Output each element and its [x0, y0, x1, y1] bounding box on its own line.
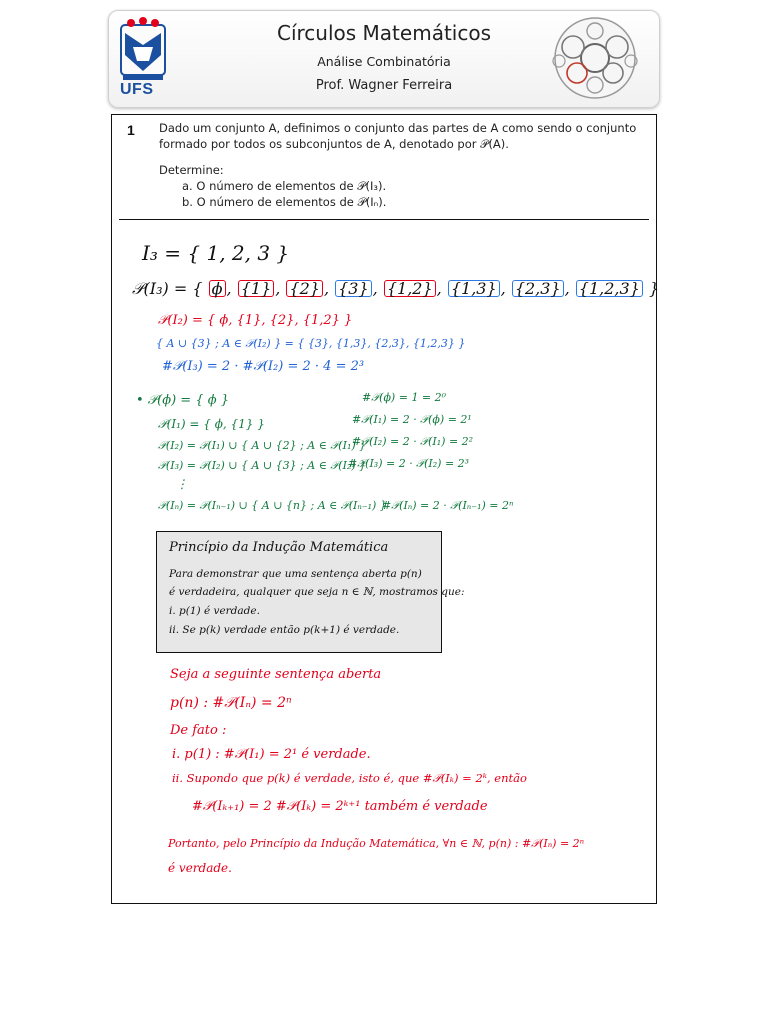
i3-definition: I₃ = { 1, 2, 3 } — [142, 241, 290, 265]
header-author: Prof. Wagner Ferreira — [315, 78, 453, 93]
green-right-2: #𝒫(I₁) = 2 · 𝒫(ϕ) = 2¹ — [352, 413, 472, 426]
subset-1-2: {1,2} — [384, 280, 436, 297]
header-subtitle: Análise Combinatória — [317, 54, 451, 69]
green-right-5: #𝒫(Iₙ) = 2 · 𝒫(Iₙ₋₁) = 2ⁿ — [382, 499, 514, 512]
green-line-5: 𝒫(Iₙ) = 𝒫(Iₙ₋₁) ∪ { A ∪ {n} ; A ∈ 𝒫(Iₙ₋₁) } — [158, 499, 387, 512]
proof-line-4: i. p(1) : #𝒫(I₁) = 2¹ é verdade. — [172, 747, 371, 762]
determine-label: Determine: — [159, 163, 224, 177]
green-line-3: 𝒫(I₂) = 𝒫(I₁) ∪ { A ∪ {2} ; A ∈ 𝒫(I₁) } — [158, 439, 367, 452]
subset-1-3: {1,3} — [448, 280, 500, 297]
power-set-i3-label: 𝒫(I₃) = { — [132, 279, 203, 298]
circles-decoration-icon — [537, 15, 653, 101]
proof-line-7: Portanto, pelo Princípio da Indução Matemática, ∀n ∈ ℕ, p(n) : #𝒫(Iₙ) = 2ⁿ — [168, 837, 585, 850]
proof-line-1: Seja a seguinte sentença aberta — [170, 667, 382, 682]
document-header — [108, 10, 660, 108]
power-set-i3: 𝒫(I₃) = { ϕ , {1} , {2} , {3} , {1,2} , {1,3} , {2,3} , {1,2,3} } — [132, 279, 660, 298]
proof-line-5: ii. Supondo que p(k) é verdade, isto é, que #𝒫(Iₖ) = 2ᵏ, então — [172, 771, 527, 785]
green-right-3: #𝒫(I₂) = 2 · 𝒫(I₁) = 2² — [352, 435, 474, 448]
ufs-logo-text: UFS — [120, 81, 154, 98]
induction-line-3: i. p(1) é verdade. — [169, 605, 260, 617]
power-set-i2: 𝒫(I₂) = { ϕ, {1}, {2}, {1,2} } — [158, 313, 353, 328]
proof-line-6: #𝒫(Iₖ₊₁) = 2 #𝒫(Iₖ) = 2ᵏ⁺¹ também é verdade — [192, 799, 488, 814]
header-title: Círculos Matemáticos — [277, 21, 491, 45]
induction-title: Princípio da Indução Matemática — [169, 540, 389, 555]
induction-line-2: é verdadeira, qualquer que seja n ∈ ℕ, mostramos que: — [169, 586, 465, 598]
power-set-i3-close: } — [648, 279, 660, 298]
induction-line-4: ii. Se p(k) verdade então p(k+1) é verdade. — [169, 624, 400, 636]
subset-1: {1} — [238, 280, 275, 297]
green-dots: ⋮ — [176, 477, 188, 491]
green-right-4: #𝒫(I₃) = 2 · 𝒫(I₂) = 2³ — [348, 457, 470, 470]
section-divider — [119, 219, 649, 220]
green-line-1: • 𝒫(ϕ) = { ϕ } — [136, 393, 230, 408]
green-line-4: 𝒫(I₃) = 𝒫(I₂) ∪ { A ∪ {3} ; A ∈ 𝒫(I₂) } — [158, 459, 367, 472]
count-p-i3: #𝒫(I₃) = 2 · #𝒫(I₂) = 2 · 4 = 2³ — [162, 359, 365, 374]
subset-2: {2} — [286, 280, 323, 297]
subset-3: {3} — [335, 280, 372, 297]
question-statement — [159, 120, 649, 210]
question-number: 1 — [127, 122, 135, 138]
question-item-a: a. O número de elementos de 𝒫(I₃). — [182, 179, 387, 193]
subset-empty: ϕ — [209, 280, 226, 297]
green-line-2: 𝒫(I₁) = { ϕ, {1} } — [158, 417, 265, 431]
question-line-2: formado por todos os subconjuntos de A, denotado por 𝒫(A). — [159, 137, 509, 151]
question-line-1: Dado um conjunto A, definimos o conjunto das partes de A como sendo o conjunto — [159, 121, 637, 135]
question-item-b: b. O número de elementos de 𝒫(Iₙ). — [182, 195, 387, 209]
exercise-box — [111, 114, 660, 904]
subset-2-3: {2,3} — [512, 280, 564, 297]
induction-line-1: Para demonstrar que uma sentença aberta p(n) — [169, 568, 422, 580]
proof-line-2: p(n) : #𝒫(Iₙ) = 2ⁿ — [170, 695, 292, 711]
union-line: { A ∪ {3} ; A ∈ 𝒫(I₂) } = { {3}, {1,3}, {2,3}, {1,2,3} } — [156, 337, 466, 350]
proof-line-3: De fato : — [170, 723, 227, 738]
green-right-1: #𝒫(ϕ) = 1 = 2⁰ — [362, 391, 447, 404]
proof-line-8: é verdade. — [168, 861, 232, 875]
induction-principle-box — [156, 531, 465, 653]
subset-1-2-3: {1,2,3} — [576, 280, 643, 297]
